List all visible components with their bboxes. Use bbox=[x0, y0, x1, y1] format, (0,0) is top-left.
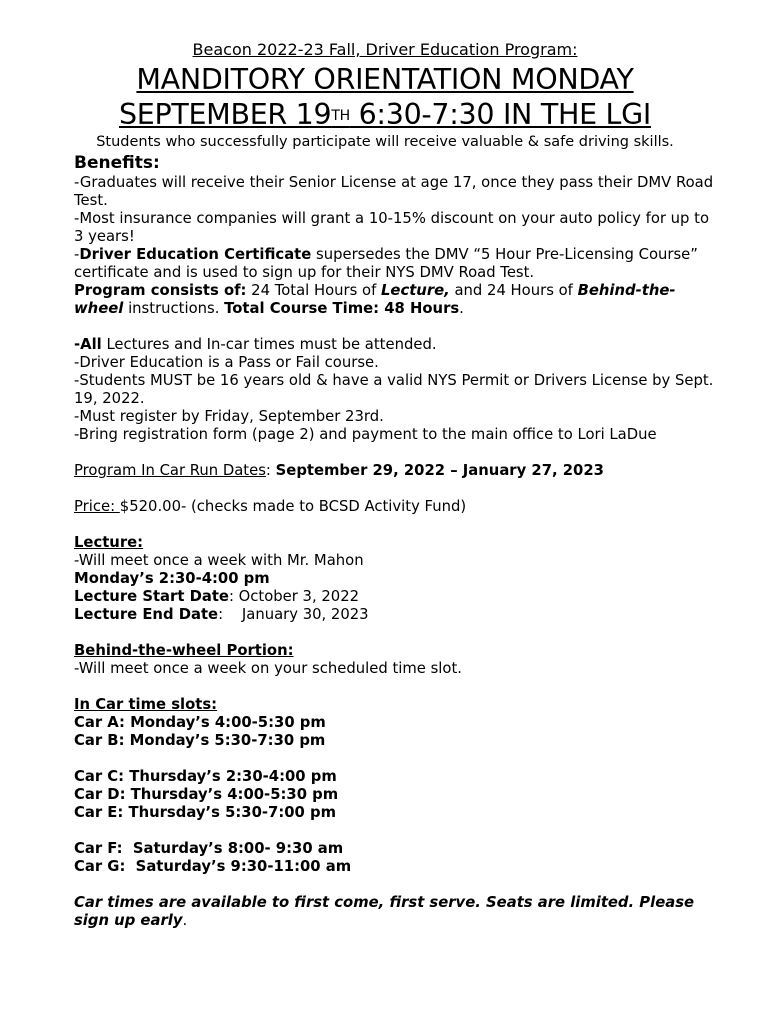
rule-all-word: -All bbox=[74, 336, 102, 353]
total-course-time: Total Course Time: 48 Hours bbox=[224, 300, 460, 317]
lecture-end-label: Lecture End Date bbox=[74, 606, 219, 623]
car-c-text: Car C: Thursday’s 2:30-4:00 pm bbox=[74, 768, 337, 785]
program-period: . bbox=[459, 300, 464, 317]
title-date: SEPTEMBER 19 bbox=[118, 98, 332, 131]
program-label: Program consists of: bbox=[74, 282, 247, 299]
spacer bbox=[74, 318, 714, 336]
lecture-time bbox=[74, 570, 714, 588]
behind-wheel-schedule: -Will meet once a week on your scheduled time slot. bbox=[74, 660, 462, 677]
program-description bbox=[74, 282, 714, 318]
document-body bbox=[74, 152, 714, 930]
title-date-suffix: TH bbox=[331, 108, 350, 124]
benefit-item-1: -Graduates will receive their Senior License at age 17, once they pass their DMV Road Test. bbox=[74, 174, 714, 209]
rule-registration-form: -Bring registration form (page 2) and payment to the main office to Lori LaDue bbox=[74, 426, 657, 443]
spacer bbox=[74, 444, 714, 462]
car-e-text: Car E: Thursday’s 5:30-7:00 pm bbox=[74, 804, 336, 821]
benefit-item-3 bbox=[74, 246, 714, 282]
behind-the-wheel-word: Behind-the-wheel bbox=[74, 282, 676, 317]
footer-note-text: Car times are available to first come, first serve. Seats are limited. Please sign up early bbox=[74, 894, 695, 929]
behind-wheel-heading-text: Behind-the-wheel Portion: bbox=[74, 642, 294, 659]
title-line-2 bbox=[0, 97, 770, 132]
car-f-text: : Saturday’s 8:00- 9:30 am bbox=[116, 840, 344, 857]
footer-period: . bbox=[182, 912, 188, 929]
title-time-place: 6:30-7:30 IN THE LGI bbox=[349, 98, 652, 131]
slots-heading-text: In Car time slots: bbox=[74, 696, 218, 713]
run-dates-label: Program In Car Run Dates bbox=[74, 462, 266, 479]
lecture-instructor: -Will meet once a week with Mr. Mahon bbox=[74, 552, 364, 569]
spacer bbox=[74, 822, 714, 840]
lecture-time-text: Monday’s 2:30-4:00 pm bbox=[74, 570, 270, 587]
lecture-end-date bbox=[74, 606, 714, 624]
rule-age-permit: -Students MUST be 16 years old & have a valid NYS Permit or Drivers License by Sept. 19, 2022. bbox=[74, 372, 714, 407]
car-d-text: Car D: Thursday’s 4:00-5:30 pm bbox=[74, 786, 339, 803]
lecture-start-value: : October 3, 2022 bbox=[228, 588, 360, 605]
spacer bbox=[74, 480, 714, 498]
tagline: Students who successfully participate will receive valuable & safe driving skills. bbox=[96, 134, 674, 150]
program-text-c: instructions. bbox=[123, 300, 225, 317]
car-f-label: Car F bbox=[74, 840, 117, 857]
spacer bbox=[74, 678, 714, 696]
rule-attendance bbox=[74, 336, 714, 354]
car-a-text: Car A: Monday’s 4:00-5:30 pm bbox=[74, 714, 326, 731]
price-label: Price: bbox=[74, 498, 120, 515]
spacer bbox=[74, 624, 714, 642]
car-f-slot bbox=[74, 840, 714, 858]
benefit-item-3-dash: - bbox=[74, 246, 80, 263]
spacer bbox=[74, 516, 714, 534]
car-a-slot bbox=[74, 714, 714, 732]
car-b-slot bbox=[74, 732, 714, 750]
benefit-item-2: -Most insurance companies will grant a 10-15% discount on your auto policy for up to 3 years! bbox=[74, 210, 710, 245]
lecture-start-label: Lecture Start Date bbox=[74, 588, 229, 605]
behind-wheel-heading bbox=[74, 642, 714, 660]
rule-register-deadline: -Must register by Friday, September 23rd. bbox=[74, 408, 384, 425]
lecture-heading-text: Lecture: bbox=[74, 534, 144, 551]
benefit-item-3-text: supersedes the DMV “5 Hour Pre-Licensing Course” certificate and is used to sign up for their NYS DMV Road Test. bbox=[74, 246, 698, 281]
car-d-slot bbox=[74, 786, 714, 804]
orientation-title bbox=[0, 62, 770, 132]
lecture-heading bbox=[74, 534, 714, 552]
certificate-name: Driver Education Certificate bbox=[79, 246, 312, 263]
benefits-heading: Benefits: bbox=[74, 153, 160, 173]
price-value: $520.00- (checks made to BCSD Activity Fund) bbox=[119, 498, 467, 515]
spacer bbox=[74, 750, 714, 768]
rule-attendance-text: Lectures and In-car times must be attended. bbox=[101, 336, 437, 353]
spacer bbox=[74, 876, 714, 894]
lecture-end-value: : January 30, 2023 bbox=[218, 606, 369, 623]
lecture-start-date bbox=[74, 588, 714, 606]
run-dates-value: September 29, 2022 – January 27, 2023 bbox=[275, 462, 604, 479]
footer-note bbox=[74, 894, 714, 930]
slots-heading bbox=[74, 696, 714, 714]
car-e-slot bbox=[74, 804, 714, 822]
run-dates bbox=[74, 462, 714, 480]
car-c-slot bbox=[74, 768, 714, 786]
car-g-slot bbox=[74, 858, 714, 876]
lecture-word: Lecture, bbox=[380, 282, 450, 299]
program-text-a: 24 Total Hours of bbox=[246, 282, 381, 299]
price bbox=[74, 498, 714, 516]
run-dates-colon: : bbox=[265, 462, 276, 479]
program-line: Beacon 2022-23 Fall, Driver Education Program: bbox=[192, 40, 578, 59]
title-line-1: MANDITORY ORIENTATION MONDAY bbox=[136, 63, 634, 96]
car-b-text: Car B: Monday’s 5:30-7:30 pm bbox=[74, 732, 326, 749]
car-g-text: Car G: Saturday’s 9:30-11:00 am bbox=[74, 858, 352, 875]
program-text-b: and 24 Hours of bbox=[449, 282, 578, 299]
rule-pass-fail: -Driver Education is a Pass or Fail course. bbox=[74, 354, 379, 371]
